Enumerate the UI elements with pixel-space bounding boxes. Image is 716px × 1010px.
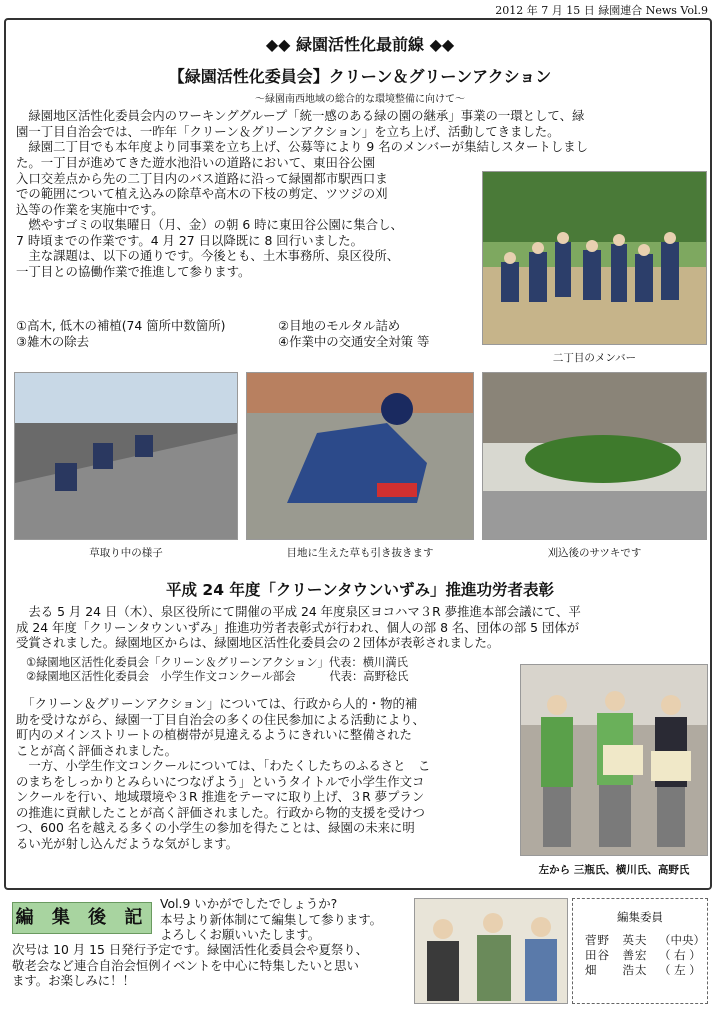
body-line: 7 時頃までの作業です。4 月 27 日以降既に 8 回行いました。 xyxy=(16,232,364,248)
section2-body-line: の推進に貢献したことが高く評価されました。行政から物的支援を受けつ xyxy=(16,804,425,820)
task-item: ②目地のモルタル詰め xyxy=(278,318,401,333)
editor-row xyxy=(573,933,707,948)
editor-note xyxy=(160,896,420,943)
task-list xyxy=(16,318,484,349)
editor-note-line: 次号は 10 月 15 日発行予定です。緑園活性化委員会や夏祭り、 xyxy=(12,942,369,957)
newsletter-header: 2012 年 7 月 15 日 緑園連合 News Vol.9 xyxy=(495,4,708,17)
editors-photo xyxy=(414,898,568,1004)
editor-note-continued xyxy=(12,942,412,989)
award-photo xyxy=(520,664,708,856)
editor-name: 畑 浩太 xyxy=(585,963,648,977)
weeding-caption: 草取り中の様子 xyxy=(89,547,163,559)
award-photo-caption: 左から 三瓶氏、横川氏、高野氏 xyxy=(538,864,690,876)
editor-note-line: よろしくお願いいたします。 xyxy=(160,927,321,942)
section2-intro xyxy=(16,604,706,651)
editor-position: （ 右 ） xyxy=(659,948,701,962)
task-item: ③雑木の除去 xyxy=(16,333,90,349)
body-line: 主な課題は、以下の通りです。今後とも、土木事務所、泉区役所、 xyxy=(16,248,400,263)
joints-caption: 目地に生えた草も引き抜きます xyxy=(286,547,434,559)
body-line: での範囲について植え込みの除草や高木の下枝の剪定、ツツジの刈 xyxy=(16,186,388,201)
section2-body-line: ことが高く評価されました。 xyxy=(16,742,178,758)
article-title: 【緑園活性化委員会】クリーン＆グリーンアクション xyxy=(168,67,552,86)
editors-box xyxy=(572,898,708,1004)
intro-line: 緑園地区活性化委員会内のワーキンググループ「統一感のある緑の園の継承」事業の一環として、緑 xyxy=(16,108,585,123)
editor-position: （中央） xyxy=(659,933,705,947)
editors-title: 編集委員 xyxy=(617,910,663,924)
award-item: ①緑園地区活性化委員会「クリーン＆グリーンアクション」代表：横川満氏 xyxy=(26,656,408,669)
body-line: 入口交差点から先の二丁目内のバス道路に沿って緑園都市駅西口ま xyxy=(16,170,388,186)
editor-row xyxy=(573,948,707,963)
section2-body-line: 一方、小学生作文コンクールについては、「わたくしたちのふるさと こ xyxy=(16,758,431,773)
intro-line: 緑園二丁目でも本年度より同事業を立ち上げ、公募等により 9 名のメンバーが集結しスタートしまし xyxy=(16,139,588,154)
main-frame xyxy=(4,18,712,890)
section2-body xyxy=(16,696,514,851)
section2-title: 平成 24 年度「クリーンタウンいずみ」推進功労者表彰 xyxy=(166,581,554,599)
editor-note-line: 敬老会など連合自治会恒例イベントを中心に特集したいと思い xyxy=(12,957,359,973)
section2-body-line: ンクールを行い、地域環境や３R 推進をテーマに取り上げ、３R 夢プラン xyxy=(16,789,425,804)
body-line: 一丁目との協働作業で推進して参ります。 xyxy=(16,263,251,279)
award-list xyxy=(26,656,516,684)
weeding-photo xyxy=(14,372,238,540)
body-line: た。一丁目が進めてきた遊水池沿いの道路において、東田谷公園 xyxy=(16,155,376,170)
editor-name: 菅野 英夫 xyxy=(585,933,648,947)
azalea-photo xyxy=(482,372,707,540)
section2-body-line: 助を受けながら、緑園一丁目自治会の多くの住民参加による活動により、 xyxy=(16,711,425,727)
editor-name: 田谷 善宏 xyxy=(585,948,648,962)
editor-box-title: 編 集 後 記 xyxy=(12,902,152,934)
editor-position: （ 左 ） xyxy=(659,963,701,977)
article-tagline: ～緑園南西地域の総合的な環境整備に向けて～ xyxy=(255,94,465,105)
editor-note-line: Vol.9 いかがでしたでしょうか? xyxy=(160,896,338,911)
task-item: ①高木, 低木の補植(74 箇所中数箇所) xyxy=(16,318,226,333)
editor-row xyxy=(573,963,707,978)
section2-body-line: 「クリーン＆グリーンアクション」については、行政から人的・物的補 xyxy=(16,696,418,711)
joint-weeding-photo xyxy=(246,372,474,540)
editor-note-line: ます。お楽しみに！！ xyxy=(12,973,135,988)
page-title: ◆◆ 緑園活性化最前線 ◆◆ xyxy=(265,35,455,54)
award-item: ②緑園地区活性化委員会 小学生作文コンクール部会 代表：高野稔氏 xyxy=(26,670,409,683)
body-line: 込等の作業を実施中です。 xyxy=(16,201,164,217)
section2-body-line: つ、600 名を越える多くの小学生の参加を得たことは、緑園の未来に明 xyxy=(16,820,415,835)
azalea-caption: 刈込後のサツキです xyxy=(547,547,642,559)
section2-body-line: のまちをしっかりとみらいにつなげよう」というタイトルで小学生作文コ xyxy=(16,773,425,789)
section2-intro-line: 成 24 年度「クリーンタウンいずみ」推進功労者表彰式が行われ、個人の部 8 名、団体の部 5 団体が xyxy=(16,619,580,635)
members-caption: 二丁目のメンバー xyxy=(552,352,637,364)
intro-text xyxy=(16,108,706,155)
editor-note-line: 本号より新体制にて編集して参ります。 xyxy=(160,911,383,927)
members-photo xyxy=(482,171,707,345)
intro-line: 園一丁目自治会では、一昨年「クリーン＆グリーンアクション」を立ち上げ、活動してきました。 xyxy=(16,123,560,139)
section2-intro-line: 受賞されました。緑園地区からは、緑園地区活性化委員会の２団体が表彰されました。 xyxy=(16,635,500,650)
body-text xyxy=(16,155,484,279)
section2-body-line: るい光が射し込んだような気がします。 xyxy=(16,835,239,851)
section2-intro-line: 去る 5 月 24 日（木）、泉区役所にて開催の平成 24 年度泉区ヨコハマ３R 夢推進本部会議にて、平 xyxy=(16,604,581,619)
section2-body-line: 町内のメインストリートの植樹帯が見違えるようにきれいに整備された xyxy=(16,727,412,742)
task-item: ④作業中の交通安全対策 等 xyxy=(278,333,430,349)
body-line: 燃やすゴミの収集曜日（月、金）の朝 6 時に東田谷公園に集合し、 xyxy=(16,217,403,232)
